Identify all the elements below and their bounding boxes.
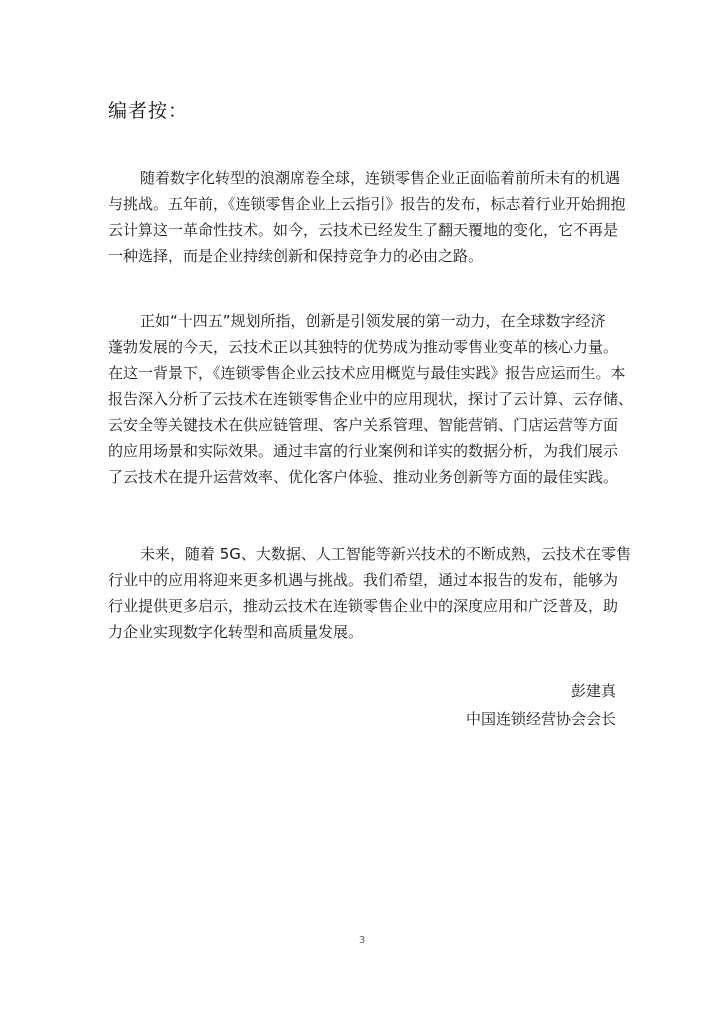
paragraph-line: 的应用场景和实际效果。通过丰富的行业案例和详实的数据分析，为我们展示 <box>108 442 619 460</box>
paragraph-line: 在这一背景下，《连锁零售企业云技术应用概览与最佳实践》报告应运而生。本 <box>108 364 626 382</box>
paragraph-line: 与挑战。五年前，《连锁零售企业上云指引》报告的发布，标志着行业开始拥抱 <box>108 195 626 213</box>
page-number: 3 <box>358 935 366 946</box>
paragraph-line: 随着数字化转型的浪潮席卷全球，连锁零售企业正面临着前所未有的机遇 <box>140 169 621 187</box>
paragraph-line: 蓬勃发展的今天，云技术正以其独特的优势成为推动零售业变革的核心力量。 <box>108 338 619 356</box>
editor-note-heading: 编者按： <box>108 100 189 122</box>
paragraph-line: 云计算这一革命性技术。如今，云技术已经发生了翻天覆地的变化，它不再是 <box>108 221 619 239</box>
paragraph-line: 力企业实现数字化转型和高质量发展。 <box>108 623 364 641</box>
paragraph-line: 未来，随着 5G、大数据、人工智能等新兴技术的不断成熟，云技术在零售 <box>140 545 631 563</box>
signature-name: 彭建真 <box>570 682 616 700</box>
signature-title: 中国连锁经营协会会长 <box>465 710 616 728</box>
paragraph-1 <box>108 165 628 269</box>
paragraph-2 <box>108 308 634 490</box>
paragraph-line: 行业提供更多启示，推动云技术在连锁零售企业中的深度应用和广泛普及，助 <box>108 597 619 615</box>
paragraph-line: 正如“十四五”规划所指，创新是引领发展的第一动力，在全球数字经济 <box>140 312 606 330</box>
paragraph-line: 行业中的应用将迎来更多机遇与挑战。我们希望，通过本报告的发布，能够为 <box>108 571 619 589</box>
paragraph-3 <box>108 541 631 645</box>
paragraph-line: 云安全等关键技术在供应链管理、客户关系管理、智能营销、门店运营等方面 <box>108 416 619 434</box>
paragraph-line: 了云技术在提升运营效率、优化客户体验、推动业务创新等方面的最佳实践。 <box>108 468 619 486</box>
paragraph-line: 报告深入分析了云技术在连锁零售企业中的应用现状，探讨了云计算、云存储、 <box>108 390 634 408</box>
paragraph-line: 一种选择，而是企业持续创新和保持竞争力的必由之路。 <box>108 247 484 265</box>
